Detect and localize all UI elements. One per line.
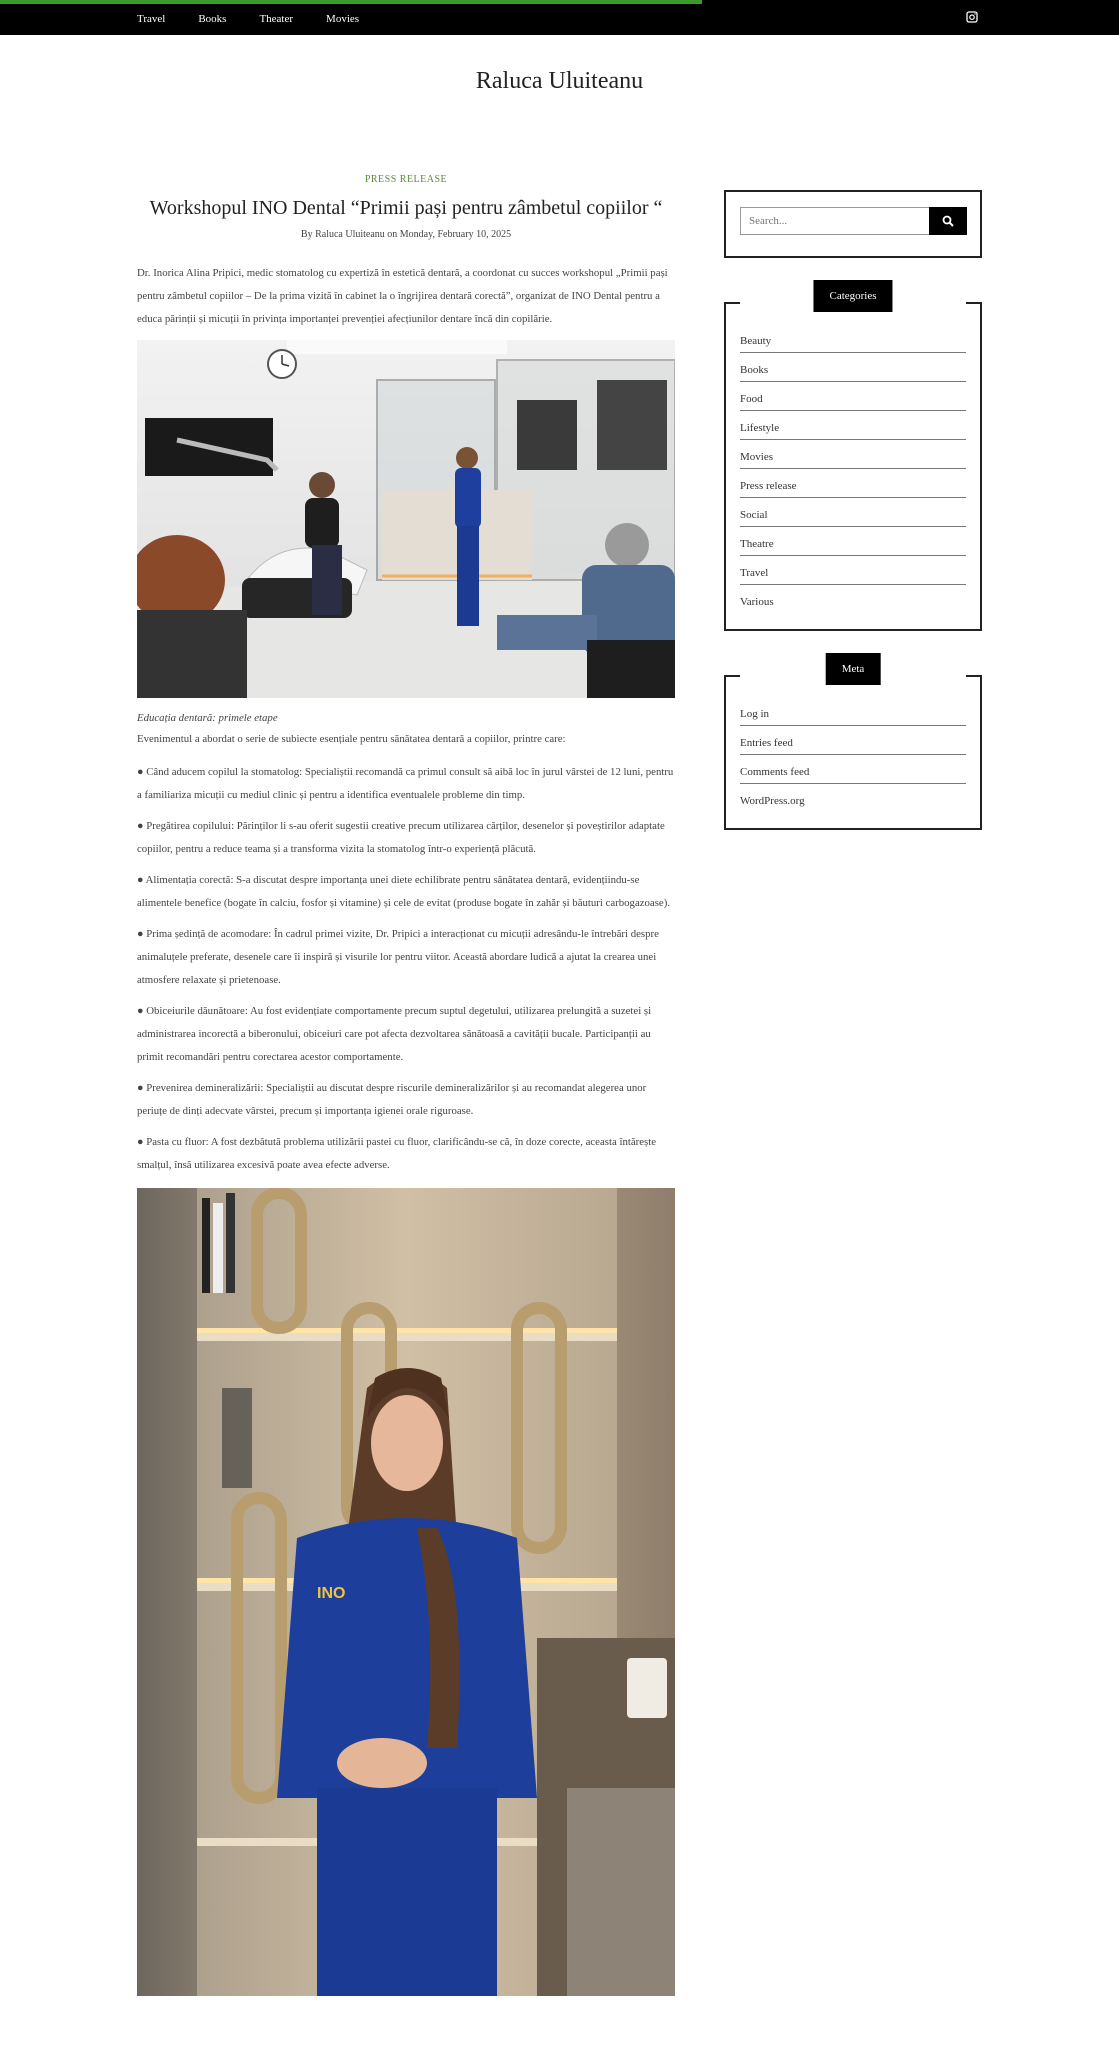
category-link-various[interactable]: Various bbox=[740, 596, 774, 608]
bullet-item: ● Când aducem copilul la stomatolog: Specialiștii recomandă ca primul consult să aibă loc în jurul vârstei de 12 luni, pentru a familiariza micuții cu mediul clinic și pentru a identifica eventualele probleme din timp. bbox=[137, 766, 674, 801]
bullet-item: ● Pregătirea copilului: Părinților li s-au oferit sugestii creative precum utilizarea cărților, desenelor și poveștirilor adaptate copiilor, pentru a reduce teama și a transforma vizita la stomatolog într-o experiență plăcută. bbox=[137, 820, 665, 855]
nav-item-theater[interactable]: Theater bbox=[259, 12, 294, 25]
nav-item-movies[interactable]: Movies bbox=[326, 12, 360, 25]
article bbox=[137, 170, 675, 1996]
bullet-item: ● Prima ședință de acomodare: În cadrul primei vizite, Dr. Pripici a interacționat cu micuții adresându-le întrebări despre animaluțele preferate, desenele care îi inspiră și visurile lor pentru viitor. Această abordare ludică a ajutat la crearea unei atmosfere relaxate și prietenoase. bbox=[137, 928, 659, 986]
meta-link-comments-feed[interactable]: Comments feed bbox=[740, 755, 966, 784]
category-link-books[interactable]: Books bbox=[740, 353, 966, 382]
meta-widget bbox=[724, 663, 982, 830]
meta-widget-title: Meta bbox=[826, 653, 881, 685]
bullet-item: ● Prevenirea demineralizării: Specialiștii au discutat despre riscurile demineralizărilor și au recomandat alegerea unor periuțe de dinți adecvate vârstei, precum și importanța igienei orale riguroase. bbox=[137, 1082, 647, 1117]
main-menu bbox=[137, 0, 392, 35]
top-navigation-bar bbox=[0, 0, 1119, 35]
categories-widget-title: Categories bbox=[813, 280, 892, 312]
category-link-social[interactable]: Social bbox=[740, 498, 966, 527]
search-input[interactable] bbox=[740, 207, 930, 235]
workshop-photo bbox=[137, 340, 675, 698]
category-link-movies[interactable]: Movies bbox=[740, 440, 966, 469]
bullet-item: ● Alimentația corectă: S-a discutat despre importanța unei diete echilibrate pentru sănătatea dentară, evidențiindu-se alimentele benefice (bogate în calciu, fosfor și vitamine) și cele de evitat (produse bogate în zahăr și băuturi carbogazoase). bbox=[137, 874, 671, 909]
meta-link-entries-feed[interactable]: Entries feed bbox=[740, 726, 966, 755]
nav-item-travel[interactable]: Travel bbox=[137, 12, 166, 25]
post-byline: By Raluca Uluiteanu on Monday, February 10, 2025 bbox=[300, 229, 512, 240]
meta-link-log-in[interactable]: Log in bbox=[740, 697, 966, 726]
site-title[interactable]: Raluca Uluiteanu bbox=[475, 68, 644, 94]
bullet-item: ● Pasta cu fluor: A fost dezbătută problema utilizării pastei cu fluor, clarificându-se că, în doze corecte, aceasta întărește smalțul, însă utilizarea excesivă poate avea efecte adverse. bbox=[137, 1136, 657, 1171]
bullet-item: ● Obiceiurile dăunătoare: Au fost evidențiate comportamente precum suptul degetului, utilizarea prelungită a suzetei și administrarea incorectă a biberonului, obiceiuri care pot afecta dezvoltarea sănătoasă a cavității bucale. Participanții au primit recomandări pentru corectarea acestor comportamente. bbox=[137, 1005, 652, 1063]
post-lead-paragraph: Evenimentul a abordat o serie de subiecte esențiale pentru sănătatea dentară a copiilor, printre care: bbox=[137, 733, 566, 745]
category-link-press-release[interactable]: Press release bbox=[740, 469, 966, 498]
category-link-theatre[interactable]: Theatre bbox=[740, 527, 966, 556]
meta-link-wordpress-org[interactable]: WordPress.org bbox=[740, 795, 805, 807]
meta-list bbox=[740, 697, 966, 813]
category-link-lifestyle[interactable]: Lifestyle bbox=[740, 411, 966, 440]
category-link-travel[interactable]: Travel bbox=[740, 556, 966, 585]
post-category-label[interactable]: PRESS RELEASE bbox=[364, 174, 448, 185]
search-icon bbox=[942, 215, 954, 227]
categories-list bbox=[740, 324, 966, 614]
categories-widget bbox=[724, 290, 982, 631]
svg-text:INO: INO bbox=[317, 1585, 346, 1602]
search-button[interactable] bbox=[929, 207, 967, 235]
instagram-icon[interactable] bbox=[966, 11, 978, 23]
post-title: Workshopul INO Dental “Primii pași pentru zâmbetul copiilor “ bbox=[149, 197, 663, 219]
image-caption: Educația dentară: primele etape bbox=[137, 712, 278, 724]
category-link-beauty[interactable]: Beauty bbox=[740, 324, 966, 353]
post-intro-paragraph: Dr. Inorica Alina Pripici, medic stomatolog cu expertiză în estetică dentară, a coordonat cu succes workshopul „Primii pași pentru zâmbetul copiilor – De la prima vizită în cabinet la o îngrijirea dentară corectă”, organizat de INO Dental pentru a educa părinții și micuții în privința importanței prevenției afecțiunilor dentare încă din copilărie. bbox=[137, 267, 668, 325]
doctor-portrait-photo bbox=[137, 1188, 675, 1996]
category-link-food[interactable]: Food bbox=[740, 382, 966, 411]
search-widget bbox=[724, 190, 982, 258]
sidebar bbox=[724, 190, 982, 830]
nav-item-books[interactable]: Books bbox=[198, 12, 227, 25]
